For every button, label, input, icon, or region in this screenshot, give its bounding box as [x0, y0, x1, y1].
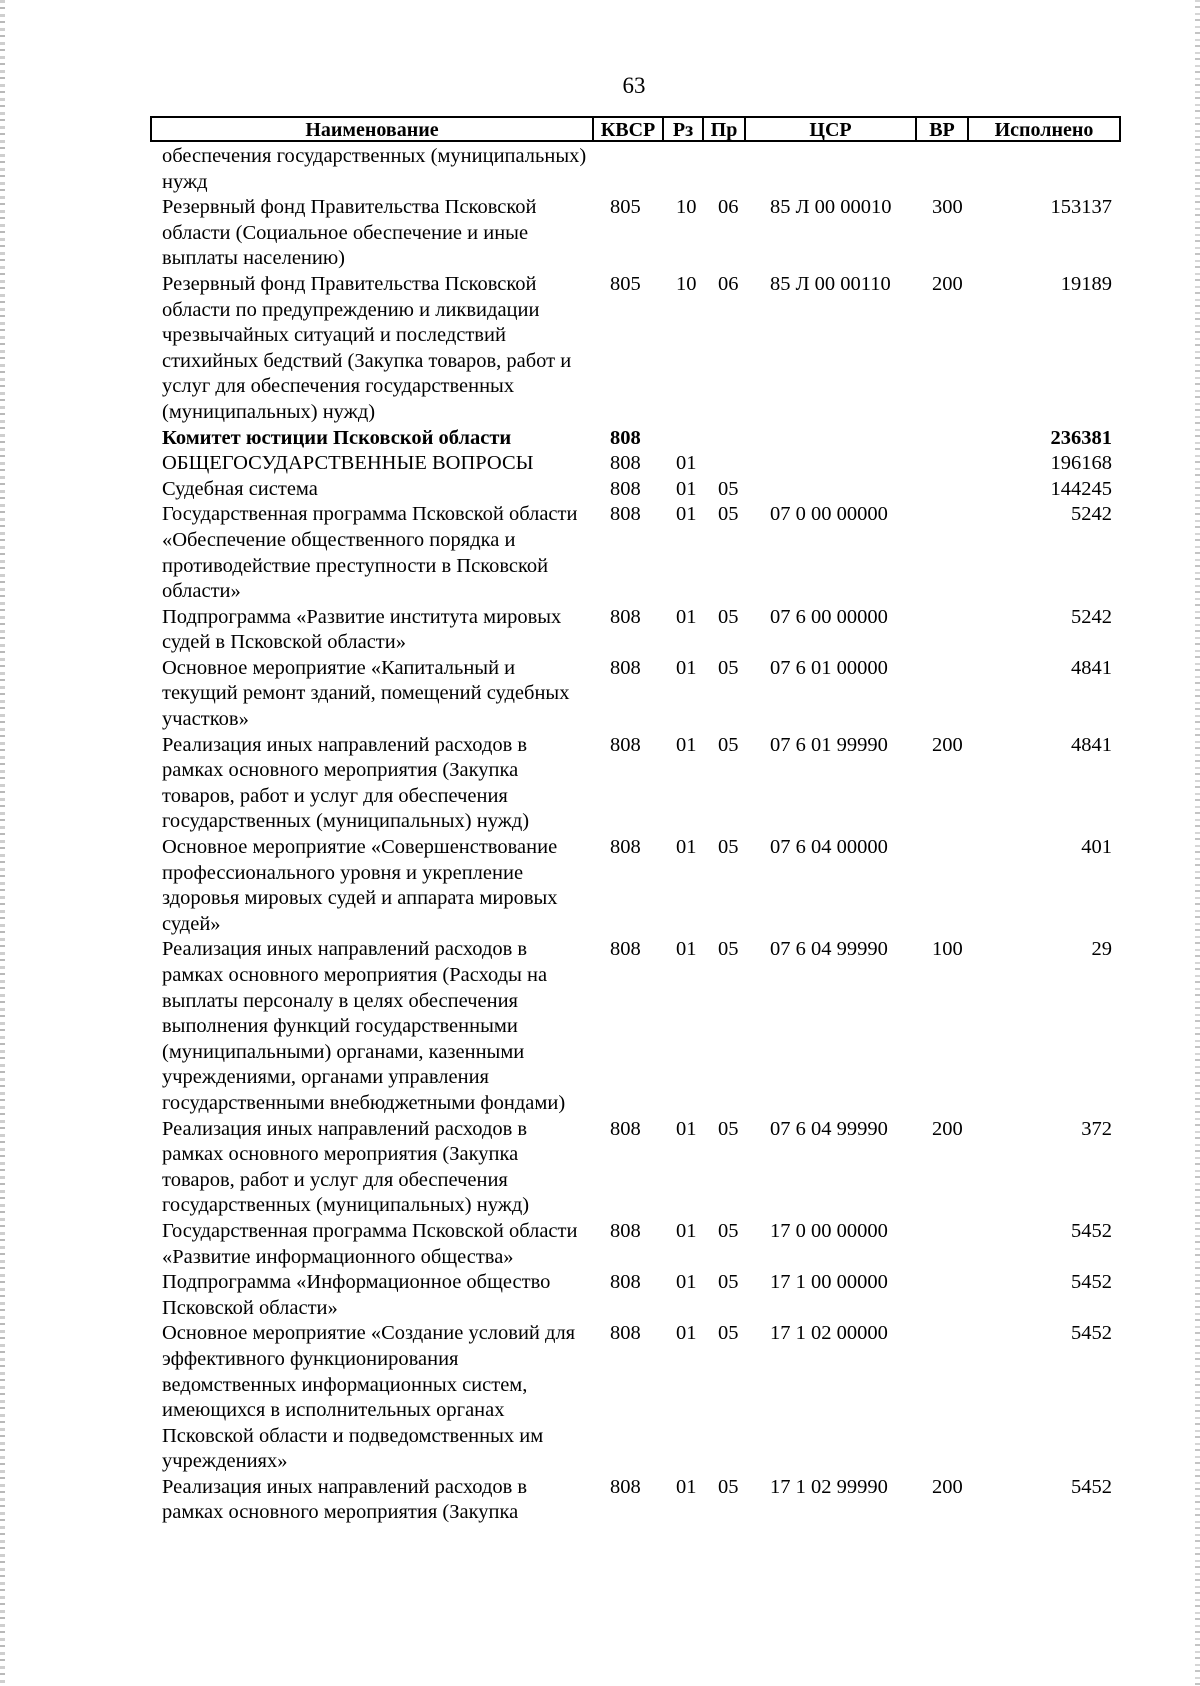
cell-rz: 01	[676, 656, 697, 679]
table-row	[162, 502, 1112, 604]
table-row	[162, 605, 1112, 656]
cell-rz: 01	[676, 1117, 697, 1140]
cell-name: обеспечения государственных (муниципальных) нужд	[162, 145, 587, 193]
cell-kvsr: 808	[610, 938, 641, 961]
header-csr: ЦСР	[744, 118, 915, 140]
cell-executed: 144245	[1050, 477, 1112, 500]
table-row	[162, 195, 1112, 272]
cell-vr: 200	[932, 733, 963, 756]
cell-csr: 07 6 01 99990	[770, 733, 888, 756]
cell-kvsr: 808	[610, 1117, 641, 1140]
cell-rz: 10	[676, 196, 697, 219]
header-name: Наименование	[305, 119, 439, 141]
cell-name: Государственная программа Псковской области «Развитие информационного общества»	[162, 1219, 578, 1268]
cell-executed: 5242	[1071, 605, 1112, 628]
cell-kvsr: 808	[610, 477, 641, 500]
cell-name: Основное мероприятие «Совершенствование профессионального уровня и укрепление здоровья мировых судей и аппарата мировых судей»	[162, 836, 558, 935]
cell-name: Подпрограмма «Информационное общество Псковской области»	[162, 1271, 551, 1319]
header-pr: Пр	[702, 118, 744, 140]
cell-pr: 05	[718, 1271, 739, 1294]
cell-kvsr: 808	[610, 426, 641, 449]
cell-rz: 01	[676, 1475, 697, 1498]
cell-kvsr: 808	[610, 1322, 641, 1345]
cell-executed: 372	[1081, 1117, 1112, 1140]
cell-pr: 05	[718, 938, 739, 961]
cell-kvsr: 808	[610, 836, 641, 859]
cell-pr: 06	[718, 272, 739, 295]
cell-rz: 01	[676, 605, 697, 628]
cell-pr: 05	[718, 656, 739, 679]
cell-executed: 5452	[1071, 1475, 1112, 1498]
cell-executed: 153137	[1050, 196, 1112, 219]
cell-name: Реализация иных направлений расходов в рамках основного мероприятия (Расходы на выплаты персоналу в целях обеспечения выполнения функций государственными (муниципальными) органами, казенными учреждениями, органами управления государственными внебюджетными фондами)	[162, 938, 566, 1114]
cell-name: Комитет юстиции Псковской области	[162, 426, 512, 449]
cell-name: Реализация иных направлений расходов в рамках основного мероприятия (Закупка товаров, работ и услуг для обеспечения государственных (муниципальных) нужд)	[162, 1117, 530, 1217]
cell-rz: 10	[676, 272, 697, 295]
table-row	[162, 451, 1112, 477]
cell-kvsr: 808	[610, 656, 641, 679]
table-row	[162, 272, 1112, 426]
cell-pr: 05	[718, 1475, 739, 1498]
cell-rz: 01	[676, 503, 697, 526]
cell-csr: 17 1 02 00000	[770, 1322, 888, 1345]
cell-vr: 200	[932, 1475, 963, 1498]
cell-executed: 5452	[1071, 1271, 1112, 1294]
cell-pr: 05	[718, 1219, 739, 1242]
scan-edge-right	[1195, 0, 1200, 1686]
cell-csr: 07 6 04 99990	[770, 1117, 888, 1140]
cell-kvsr: 808	[610, 452, 641, 475]
cell-pr: 05	[718, 836, 739, 859]
cell-name: Резервный фонд Правительства Псковской области (Социальное обеспечение и иные выплаты населению)	[162, 196, 537, 270]
cell-executed: 29	[1091, 938, 1112, 961]
table-row	[162, 477, 1112, 503]
cell-csr: 85 Л 00 00010	[770, 196, 892, 219]
cell-name: Подпрограмма «Развитие института мировых судей в Псковской области»	[162, 605, 562, 654]
cell-executed: 4841	[1071, 656, 1112, 679]
cell-pr: 05	[718, 1322, 739, 1345]
header-kvsr: КВСР	[592, 118, 662, 140]
cell-kvsr: 808	[610, 1271, 641, 1294]
table-body	[162, 144, 1112, 1526]
cell-rz: 01	[676, 938, 697, 961]
table-row	[162, 1219, 1112, 1270]
cell-rz: 01	[676, 1271, 697, 1294]
cell-csr: 07 6 04 00000	[770, 836, 888, 859]
cell-executed: 236381	[1050, 426, 1112, 449]
cell-pr: 05	[718, 503, 739, 526]
table-row	[162, 656, 1112, 733]
table-header	[150, 116, 1121, 142]
cell-executed: 5452	[1071, 1322, 1112, 1345]
cell-csr: 07 6 01 00000	[770, 656, 888, 679]
cell-csr: 07 0 00 00000	[770, 503, 888, 526]
page-number: 63	[622, 73, 646, 98]
cell-name: Реализация иных направлений расходов в рамках основного мероприятия (Закупка	[162, 1475, 528, 1524]
cell-csr: 85 Л 00 00110	[770, 272, 891, 295]
cell-pr: 05	[718, 733, 739, 756]
cell-rz: 01	[676, 452, 697, 475]
cell-rz: 01	[676, 836, 697, 859]
cell-rz: 01	[676, 733, 697, 756]
cell-kvsr: 805	[610, 272, 641, 295]
cell-vr: 300	[932, 196, 963, 219]
table-row	[162, 1475, 1112, 1526]
table-row	[162, 937, 1112, 1116]
cell-rz: 01	[676, 1322, 697, 1345]
cell-name: Основное мероприятие «Капитальный и текущий ремонт зданий, помещений судебных участков»	[162, 656, 570, 731]
cell-kvsr: 805	[610, 196, 641, 219]
header-executed: Исполнено	[967, 118, 1119, 140]
cell-pr: 05	[718, 1117, 739, 1140]
cell-csr: 17 0 00 00000	[770, 1219, 888, 1242]
cell-pr: 05	[718, 605, 739, 628]
cell-name: ОБЩЕГОСУДАРСТВЕННЫЕ ВОПРОСЫ	[162, 452, 534, 475]
cell-csr: 17 1 02 99990	[770, 1475, 888, 1498]
cell-executed: 401	[1081, 836, 1112, 859]
cell-kvsr: 808	[610, 605, 641, 628]
cell-kvsr: 808	[610, 733, 641, 756]
cell-kvsr: 808	[610, 1475, 641, 1498]
cell-name: Основное мероприятие «Создание условий для эффективного функционирования ведомственных информационных систем, имеющихся в исполнительных органах Псковской области и подведомственных им учреждениях»	[162, 1322, 576, 1473]
cell-executed: 196168	[1050, 452, 1112, 475]
cell-csr: 07 6 04 99990	[770, 938, 888, 961]
cell-pr: 06	[718, 196, 739, 219]
cell-kvsr: 808	[610, 1219, 641, 1242]
cell-rz: 01	[676, 1219, 697, 1242]
cell-name: Реализация иных направлений расходов в рамках основного мероприятия (Закупка товаров, работ и услуг для обеспечения государственных (муниципальных) нужд)	[162, 733, 530, 833]
cell-executed: 4841	[1071, 733, 1112, 756]
table-row	[162, 1117, 1112, 1219]
header-vr: ВР	[915, 118, 967, 140]
cell-vr: 200	[932, 272, 963, 295]
cell-executed: 19189	[1060, 272, 1112, 295]
cell-vr: 100	[932, 938, 963, 961]
cell-name: Резервный фонд Правительства Псковской области по предупреждению и ликвидации чрезвычайных ситуаций и последствий стихийных бедствий (Закупка товаров, работ и услуг для обеспечения государственных (муниципальных) нужд)	[162, 272, 572, 423]
cell-executed: 5452	[1071, 1219, 1112, 1242]
cell-pr: 05	[718, 477, 739, 500]
table-row	[162, 1321, 1112, 1475]
cell-csr: 07 6 00 00000	[770, 605, 888, 628]
cell-csr: 17 1 00 00000	[770, 1271, 888, 1294]
cell-name: Судебная система	[162, 477, 318, 500]
table-row	[162, 426, 1112, 452]
cell-executed: 5242	[1071, 503, 1112, 526]
scan-edge-left	[0, 0, 5, 1686]
table-row	[162, 144, 1112, 195]
header-rz: Рз	[662, 118, 702, 140]
cell-kvsr: 808	[610, 503, 641, 526]
cell-rz: 01	[676, 477, 697, 500]
table-row	[162, 835, 1112, 937]
cell-vr: 200	[932, 1117, 963, 1140]
cell-name: Государственная программа Псковской области «Обеспечение общественного порядка и противодействие преступности в Псковской области»	[162, 503, 578, 603]
table-row	[162, 1270, 1112, 1321]
table-row	[162, 733, 1112, 835]
